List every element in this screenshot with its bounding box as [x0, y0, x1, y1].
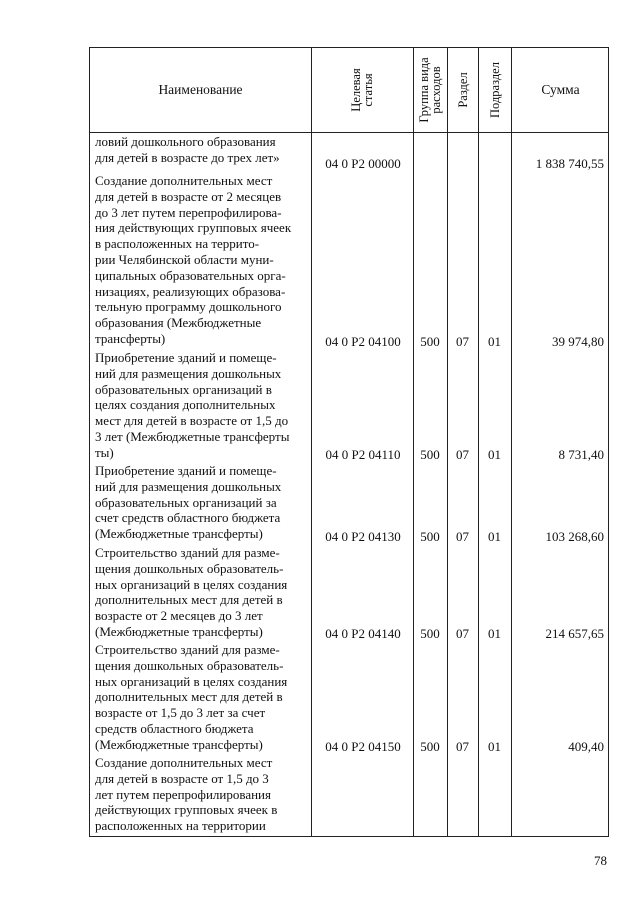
- row-expense-group: 500: [420, 626, 440, 641]
- column-divider: [311, 48, 312, 836]
- row-subsection: 01: [488, 334, 501, 349]
- row-section: 07: [456, 334, 469, 349]
- budget-table: [89, 47, 609, 837]
- column-divider: [447, 48, 448, 836]
- row-expense-group: 500: [420, 739, 440, 754]
- row-target-article: 04 0 P2 04100: [325, 334, 401, 349]
- row-sum: 103 268,60: [545, 529, 604, 544]
- row-target-article: 04 0 P2 04130: [325, 529, 401, 544]
- row-sum: 214 657,65: [545, 626, 604, 641]
- row-section: 07: [456, 626, 469, 641]
- row-name: Приобретение зданий и помеще- ний для размещения дошкольных образовательных организаций за счет средств областного бюджета (Межбюджетные трансферты): [95, 463, 282, 542]
- row-sum: 1 838 740,55: [535, 156, 604, 171]
- row-subsection: 01: [488, 739, 501, 754]
- row-name: Приобретение зданий и помеще- ний для размещения дошкольных образовательных организаций в целях создания дополнительных мест для детей в возрасте от 1,5 до 3 лет (Межбюджетные трансферты ты): [95, 350, 290, 460]
- row-subsection: 01: [488, 529, 501, 544]
- row-expense-group: 500: [420, 334, 440, 349]
- row-name: ловий дошкольного образования для детей в возрасте до трех лет»: [95, 134, 280, 165]
- row-target-article: 04 0 P2 04150: [325, 739, 401, 754]
- row-expense-group: 500: [420, 529, 440, 544]
- header-divider: [90, 132, 608, 133]
- row-sum: 409,40: [568, 739, 604, 754]
- row-subsection: 01: [488, 626, 501, 641]
- header-sum: Сумма: [541, 82, 580, 97]
- row-section: 07: [456, 739, 469, 754]
- row-name: Строительство зданий для разме- щения дошкольных образователь- ных организаций в целях создания дополнительных мест для детей в возрасте от 1,5 до 3 лет за счет средств областного бюджета (Межбюджетные трансферты): [95, 642, 288, 752]
- header-section: Раздел: [455, 72, 470, 108]
- row-target-article: 04 0 P2 04140: [325, 626, 401, 641]
- row-expense-group: 500: [420, 447, 440, 462]
- page-number: 78: [594, 853, 607, 868]
- column-divider: [478, 48, 479, 836]
- row-sum: 39 974,80: [552, 334, 604, 349]
- row-section: 07: [456, 447, 469, 462]
- row-subsection: 01: [488, 447, 501, 462]
- header-subsection: Подраздел: [487, 62, 502, 118]
- row-name: Строительство зданий для разме- щения дошкольных образователь- ных организаций в целях создания дополнительных мест для детей в возрасте от 2 месяцев до 3 лет (Межбюджетные трансферты): [95, 545, 288, 639]
- row-name: Создание дополнительных мест для детей в возрасте от 1,5 до 3 лет путем перепрофилирования действующих групповых ячеек в расположенных на территории: [95, 755, 278, 834]
- row-target-article: 04 0 P2 04110: [325, 447, 401, 462]
- row-target-article: 04 0 P2 00000: [325, 156, 401, 171]
- row-sum: 8 731,40: [558, 447, 604, 462]
- column-divider: [413, 48, 414, 836]
- header-target-article: Целевая статья: [349, 68, 375, 112]
- header-expense-group: Группа вида расходов: [417, 57, 443, 123]
- row-name: Создание дополнительных мест для детей в возрасте от 2 месяцев до 3 лет путем перепрофилирова- ния действующих групповых ячеек в расположенных на террито- рии Челябинской области муни- ципальных образовательных орга- низациях, реализующих образова- тельную программу дошкольного образования (Межбюджетные трансферты): [95, 173, 292, 346]
- row-section: 07: [456, 529, 469, 544]
- header-name: Наименование: [158, 82, 243, 97]
